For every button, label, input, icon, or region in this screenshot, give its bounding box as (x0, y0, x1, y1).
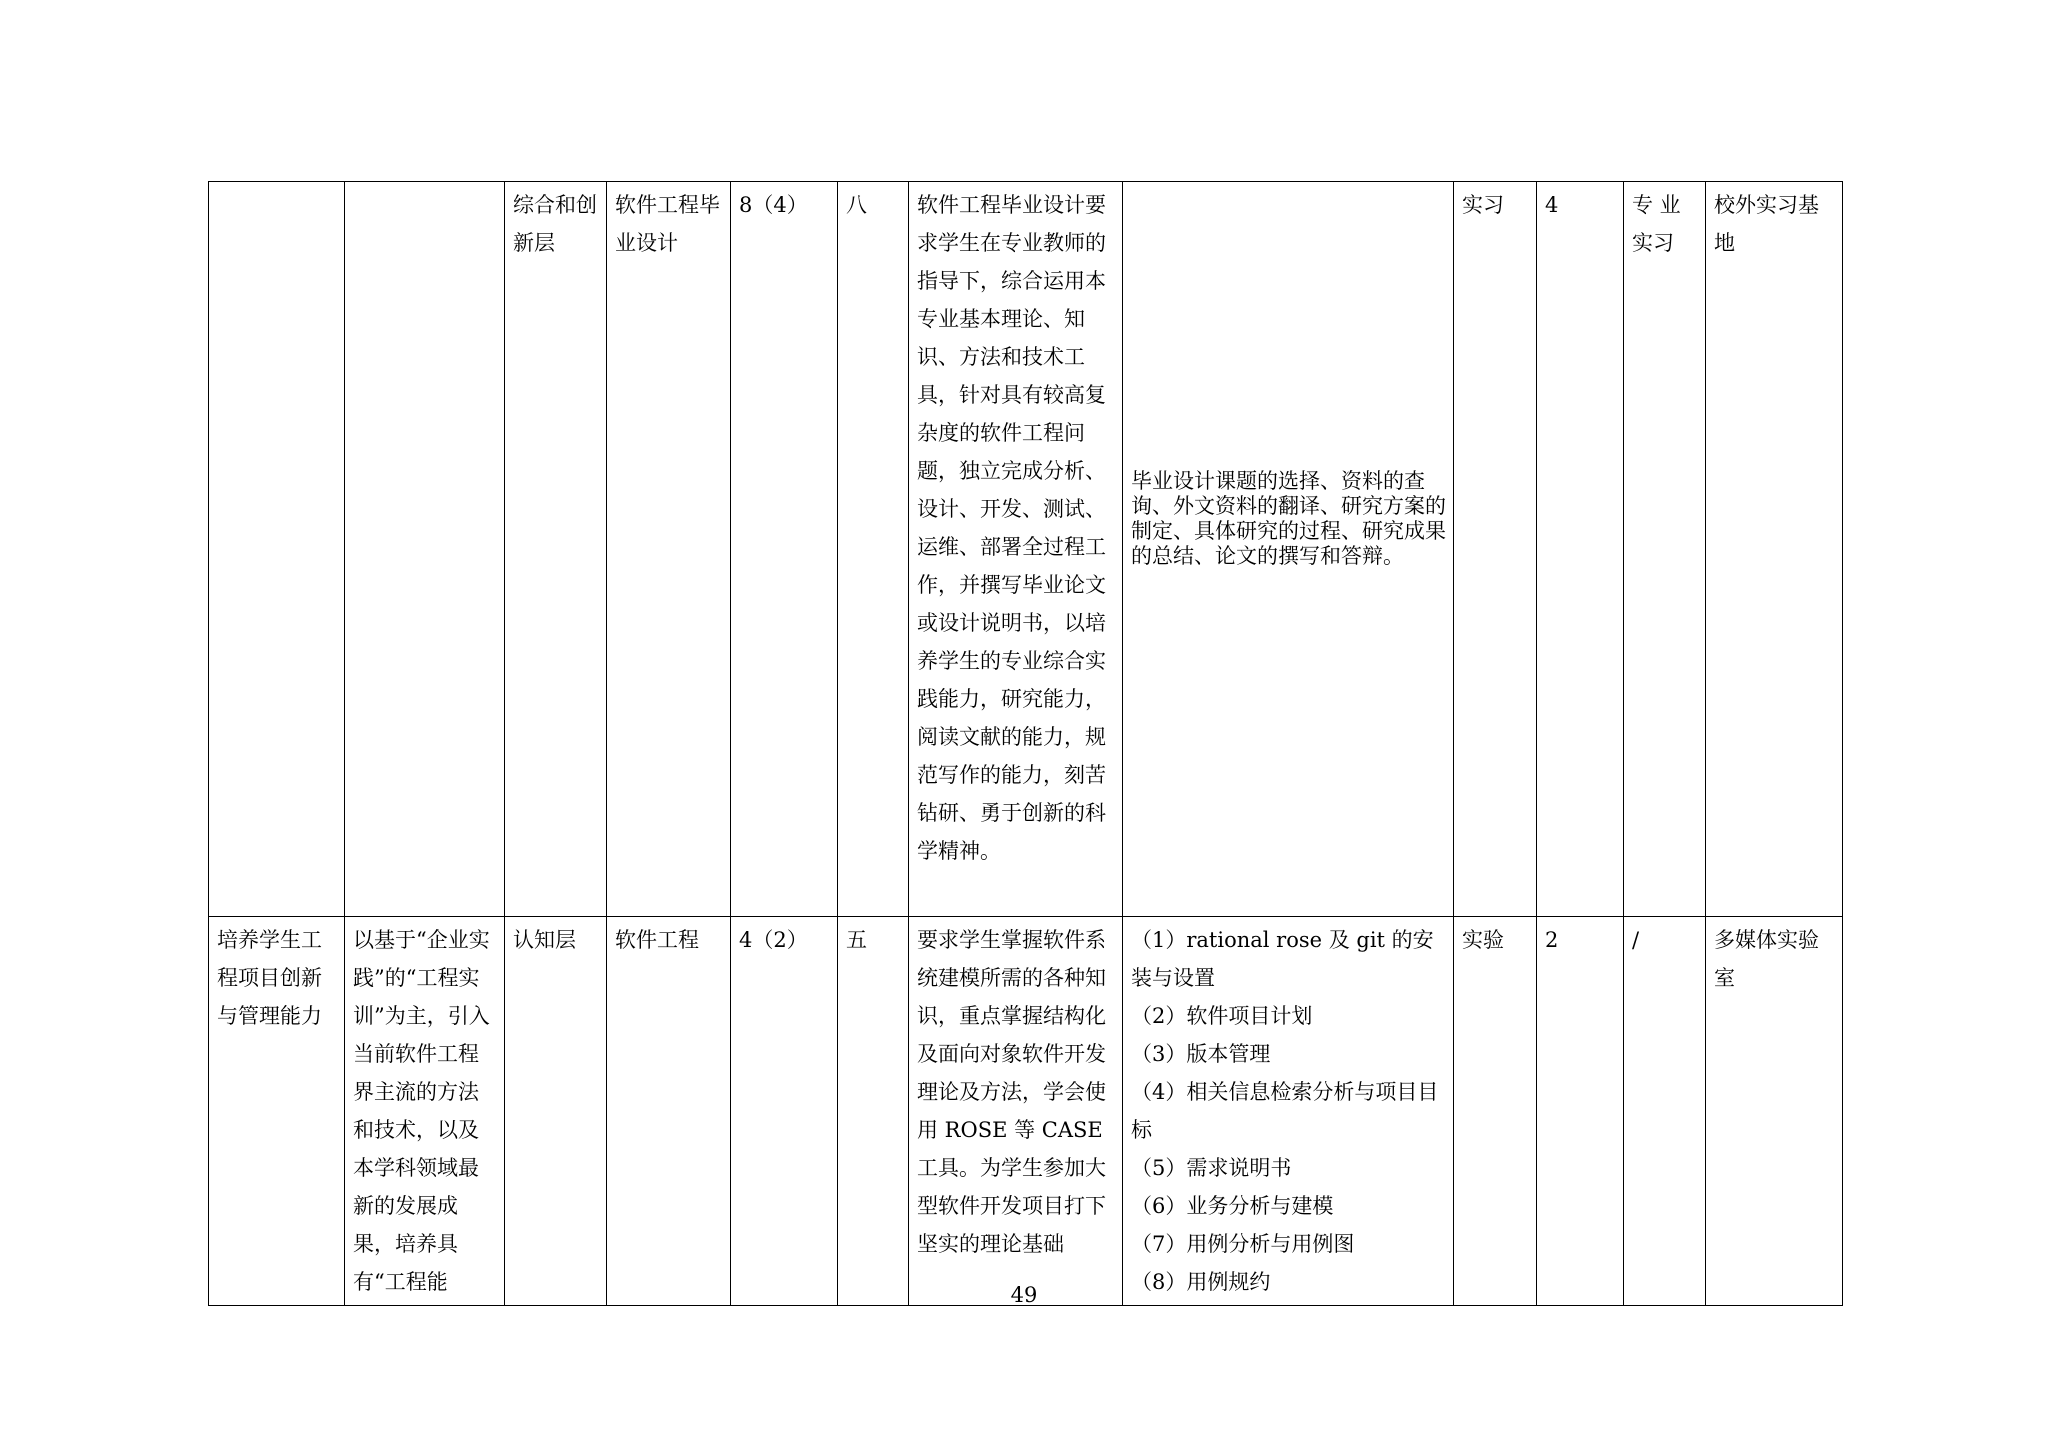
cell-ability: 培养学生工程项目创新与管理能力 (209, 917, 345, 1306)
cell-level: 认知层 (505, 917, 607, 1306)
content-item: （1）rational rose 及 git 的安装与设置 (1131, 928, 1434, 990)
content-item: （5）需求说明书 (1131, 1156, 1292, 1180)
cell-course: 软件工程毕业设计 (607, 182, 731, 917)
cell-content-list (1123, 917, 1454, 1306)
cell-ability (209, 182, 345, 917)
cell-location: 校外实习基地 (1706, 182, 1843, 917)
cell-type: 实习 (1454, 182, 1537, 917)
content-item: （4）相关信息检索分析与项目目标 (1131, 1080, 1439, 1142)
content-item: （7）用例分析与用例图 (1131, 1232, 1355, 1256)
cell-approach (345, 182, 505, 917)
cell-hours: 4（2） (731, 917, 838, 1306)
cell-course: 软件工程 (607, 917, 731, 1306)
cell-objective: 软件工程毕业设计要求学生在专业教师的指导下，综合运用本专业基本理论、知识、方法和技术工具，针对具有较高复杂度的软件工程问题，独立完成分析、设计、开发、测试、运维、部署全过程工作，并撰写毕业论文或设计说明书，以培养学生的专业综合实践能力，研究能力，阅读文献的能力，规范写作的能力，刻苦钻研、勇于创新的科学精神。 (909, 182, 1123, 917)
cell-credits: 4 (1537, 182, 1624, 917)
cell-type: 实验 (1454, 917, 1537, 1306)
content-item: （8）用例规约 (1131, 1270, 1271, 1294)
cell-location: 多媒体实验室 (1706, 917, 1843, 1306)
table-row (209, 182, 1843, 917)
cell-semester: 五 (838, 917, 909, 1306)
content-item: （2）软件项目计划 (1131, 1004, 1313, 1028)
content-item: （6）业务分析与建模 (1131, 1194, 1334, 1218)
page-number: 49 (1010, 1283, 1038, 1307)
cell-hours: 8（4） (731, 182, 838, 917)
cell-content: 毕业设计课题的选择、资料的查询、外文资料的翻译、研究方案的制定、具体研究的过程、研究成果的总结、论文的撰写和答辩。 (1123, 182, 1454, 917)
table-row (209, 917, 1843, 1306)
curriculum-table (208, 181, 1843, 1306)
content-item: （3）版本管理 (1131, 1042, 1271, 1066)
cell-category: / (1624, 917, 1706, 1306)
cell-credits: 2 (1537, 917, 1624, 1306)
cell-level: 综合和创新层 (505, 182, 607, 917)
cell-objective: 要求学生掌握软件系统建模所需的各种知识，重点掌握结构化及面向对象软件开发理论及方法，学会使用 ROSE 等 CASE 工具。为学生参加大型软件开发项目打下坚实的理论基础 (909, 917, 1123, 1306)
cell-approach: 以基于“企业实践”的“工程实训”为主，引入当前软件工程界主流的方法和技术，以及本学科领域最新的发展成果，培养具有“工程能 (345, 917, 505, 1306)
cell-category: 专 业实习 (1624, 182, 1706, 917)
cell-semester: 八 (838, 182, 909, 917)
